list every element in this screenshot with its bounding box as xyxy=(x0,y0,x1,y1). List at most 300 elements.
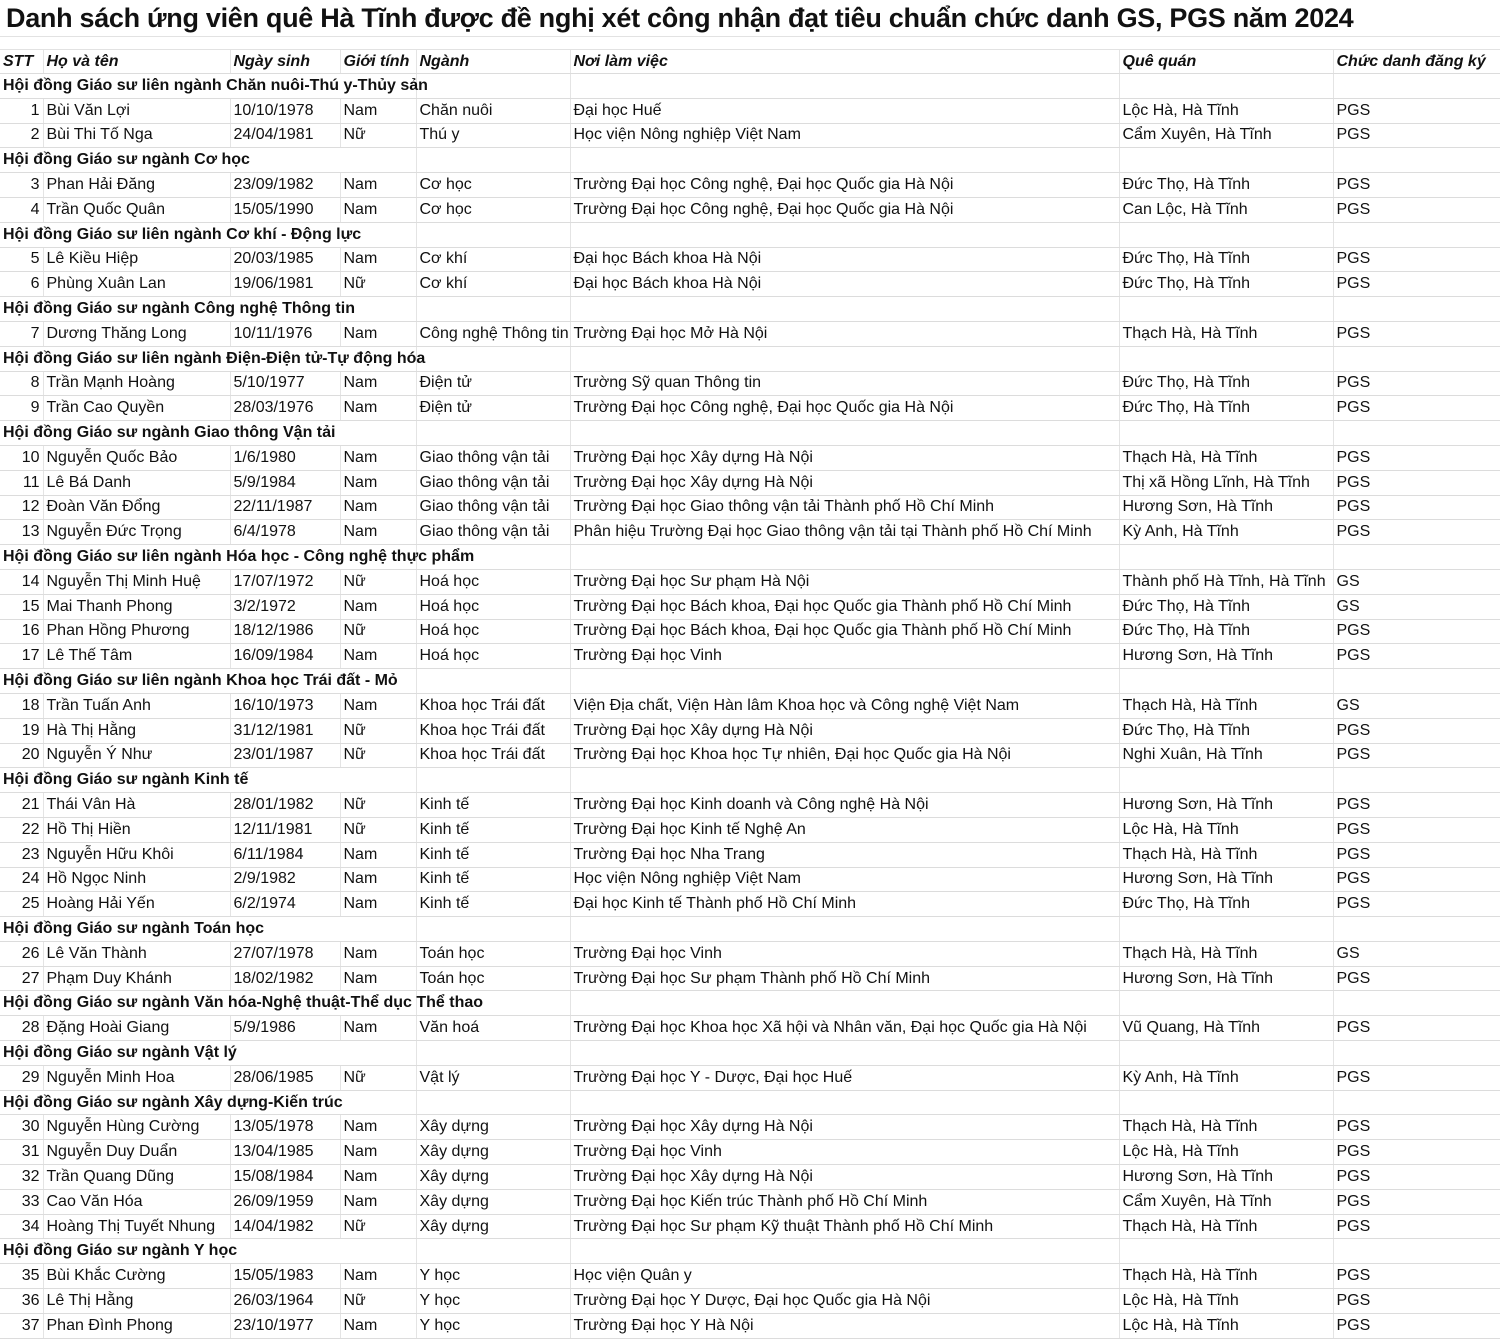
cell-gender[interactable]: Nam xyxy=(340,892,416,917)
council-name[interactable]: Hội đồng Giáo sư ngành Toán học xyxy=(0,917,416,942)
empty-cell[interactable] xyxy=(570,222,1119,247)
empty-cell[interactable] xyxy=(1333,421,1500,446)
cell-dob[interactable]: 23/09/1982 xyxy=(230,173,340,198)
cell-name[interactable]: Trần Cao Quyền xyxy=(43,396,230,421)
cell-workplace[interactable]: Trường Đại học Vinh xyxy=(570,941,1119,966)
council-name[interactable]: Hội đồng Giáo sư ngành Y học xyxy=(0,1239,416,1264)
cell-hometown[interactable]: Hương Sơn, Hà Tĩnh xyxy=(1119,1165,1333,1190)
cell-stt[interactable]: 11 xyxy=(0,470,43,495)
cell-name[interactable]: Nguyễn Duy Duẩn xyxy=(43,1140,230,1165)
cell-gender[interactable]: Nữ xyxy=(340,1289,416,1314)
cell-title[interactable]: PGS xyxy=(1333,1289,1500,1314)
cell-field[interactable]: Cơ học xyxy=(416,173,570,198)
cell-gender[interactable]: Nam xyxy=(340,1140,416,1165)
cell-stt[interactable]: 1 xyxy=(0,98,43,123)
cell-name[interactable]: Đoàn Văn Đổng xyxy=(43,495,230,520)
cell-title[interactable]: PGS xyxy=(1333,817,1500,842)
cell-workplace[interactable]: Học viện Quân y xyxy=(570,1264,1119,1289)
cell-name[interactable]: Lê Kiều Hiệp xyxy=(43,247,230,272)
cell-title[interactable]: PGS xyxy=(1333,495,1500,520)
cell-field[interactable]: Vật lý xyxy=(416,1065,570,1090)
cell-workplace[interactable]: Trường Đại học Y - Dược, Đại học Huế xyxy=(570,1065,1119,1090)
cell-field[interactable]: Hoá học xyxy=(416,569,570,594)
cell-field[interactable]: Giao thông vận tải xyxy=(416,470,570,495)
empty-cell[interactable] xyxy=(416,222,570,247)
cell-hometown[interactable]: Đức Thọ, Hà Tĩnh xyxy=(1119,718,1333,743)
empty-cell[interactable] xyxy=(570,74,1119,99)
cell-workplace[interactable]: Trường Đại học Vinh xyxy=(570,1140,1119,1165)
cell-dob[interactable]: 6/2/1974 xyxy=(230,892,340,917)
cell-dob[interactable]: 18/02/1982 xyxy=(230,966,340,991)
empty-cell[interactable] xyxy=(1119,222,1333,247)
cell-title[interactable]: PGS xyxy=(1333,1165,1500,1190)
cell-stt[interactable]: 10 xyxy=(0,445,43,470)
cell-dob[interactable]: 15/08/1984 xyxy=(230,1165,340,1190)
empty-cell[interactable] xyxy=(1119,991,1333,1016)
cell-hometown[interactable]: Thạch Hà, Hà Tĩnh xyxy=(1119,321,1333,346)
empty-cell[interactable] xyxy=(570,148,1119,173)
cell-title[interactable]: PGS xyxy=(1333,718,1500,743)
cell-dob[interactable]: 13/05/1978 xyxy=(230,1115,340,1140)
empty-cell[interactable] xyxy=(1333,669,1500,694)
cell-title[interactable]: PGS xyxy=(1333,173,1500,198)
cell-stt[interactable]: 13 xyxy=(0,520,43,545)
cell-title[interactable]: PGS xyxy=(1333,520,1500,545)
empty-cell[interactable] xyxy=(1119,768,1333,793)
header-stt[interactable]: STT xyxy=(0,50,43,74)
cell-stt[interactable]: 6 xyxy=(0,272,43,297)
empty-cell[interactable] xyxy=(1333,768,1500,793)
cell-dob[interactable]: 10/10/1978 xyxy=(230,98,340,123)
cell-stt[interactable]: 18 xyxy=(0,693,43,718)
cell-stt[interactable]: 7 xyxy=(0,321,43,346)
cell-dob[interactable]: 17/07/1972 xyxy=(230,569,340,594)
cell-gender[interactable]: Nữ xyxy=(340,569,416,594)
cell-name[interactable]: Phạm Duy Khánh xyxy=(43,966,230,991)
empty-cell[interactable] xyxy=(416,74,570,99)
council-name[interactable]: Hội đồng Giáo sư liên ngành Khoa học Trái đất - Mỏ xyxy=(0,669,416,694)
cell-workplace[interactable]: Viện Địa chất, Viện Hàn lâm Khoa học và Công nghệ Việt Nam xyxy=(570,693,1119,718)
empty-cell[interactable] xyxy=(1119,1090,1333,1115)
cell-field[interactable]: Văn hoá xyxy=(416,1016,570,1041)
cell-field[interactable]: Giao thông vận tải xyxy=(416,520,570,545)
cell-name[interactable]: Phan Hồng Phương xyxy=(43,619,230,644)
empty-cell[interactable] xyxy=(570,346,1119,371)
cell-field[interactable]: Y học xyxy=(416,1264,570,1289)
cell-title[interactable]: PGS xyxy=(1333,619,1500,644)
cell-dob[interactable]: 5/9/1984 xyxy=(230,470,340,495)
cell-name[interactable]: Phùng Xuân Lan xyxy=(43,272,230,297)
empty-cell[interactable] xyxy=(1119,669,1333,694)
empty-cell[interactable] xyxy=(416,768,570,793)
cell-workplace[interactable]: Trường Đại học Sư phạm Thành phố Hồ Chí Minh xyxy=(570,966,1119,991)
empty-cell[interactable] xyxy=(1119,1239,1333,1264)
cell-dob[interactable]: 20/03/1985 xyxy=(230,247,340,272)
cell-stt[interactable]: 26 xyxy=(0,941,43,966)
empty-cell[interactable] xyxy=(570,297,1119,322)
cell-hometown[interactable]: Kỳ Anh, Hà Tĩnh xyxy=(1119,1065,1333,1090)
council-name[interactable]: Hội đồng Giáo sư ngành Xây dựng-Kiến trúc xyxy=(0,1090,416,1115)
cell-workplace[interactable]: Đại học Bách khoa Hà Nội xyxy=(570,272,1119,297)
cell-stt[interactable]: 36 xyxy=(0,1289,43,1314)
cell-title[interactable]: PGS xyxy=(1333,793,1500,818)
cell-title[interactable]: GS xyxy=(1333,941,1500,966)
cell-dob[interactable]: 13/04/1985 xyxy=(230,1140,340,1165)
cell-gender[interactable]: Nam xyxy=(340,445,416,470)
empty-cell[interactable] xyxy=(570,917,1119,942)
empty-cell[interactable] xyxy=(416,297,570,322)
cell-gender[interactable]: Nam xyxy=(340,98,416,123)
cell-stt[interactable]: 30 xyxy=(0,1115,43,1140)
cell-gender[interactable]: Nam xyxy=(340,1313,416,1338)
empty-cell[interactable] xyxy=(570,421,1119,446)
cell-gender[interactable]: Nam xyxy=(340,173,416,198)
cell-stt[interactable]: 15 xyxy=(0,594,43,619)
council-name[interactable]: Hội đồng Giáo sư ngành Kinh tế xyxy=(0,768,416,793)
cell-name[interactable]: Lê Văn Thành xyxy=(43,941,230,966)
cell-title[interactable]: PGS xyxy=(1333,892,1500,917)
cell-gender[interactable]: Nữ xyxy=(340,817,416,842)
empty-cell[interactable] xyxy=(1333,1239,1500,1264)
cell-gender[interactable]: Nam xyxy=(340,867,416,892)
cell-stt[interactable]: 3 xyxy=(0,173,43,198)
cell-hometown[interactable]: Đức Thọ, Hà Tĩnh xyxy=(1119,619,1333,644)
cell-field[interactable]: Cơ khí xyxy=(416,272,570,297)
cell-workplace[interactable]: Trường Đại học Công nghệ, Đại học Quốc gia Hà Nội xyxy=(570,396,1119,421)
cell-dob[interactable]: 26/03/1964 xyxy=(230,1289,340,1314)
cell-title[interactable]: PGS xyxy=(1333,470,1500,495)
cell-workplace[interactable]: Trường Đại học Mở Hà Nội xyxy=(570,321,1119,346)
cell-gender[interactable]: Nữ xyxy=(340,743,416,768)
cell-name[interactable]: Lê Thế Tâm xyxy=(43,644,230,669)
cell-hometown[interactable]: Thành phố Hà Tĩnh, Hà Tĩnh xyxy=(1119,569,1333,594)
cell-stt[interactable]: 22 xyxy=(0,817,43,842)
cell-title[interactable]: PGS xyxy=(1333,1264,1500,1289)
cell-dob[interactable]: 15/05/1990 xyxy=(230,197,340,222)
cell-field[interactable]: Xây dựng xyxy=(416,1140,570,1165)
cell-title[interactable]: PGS xyxy=(1333,743,1500,768)
cell-stt[interactable]: 32 xyxy=(0,1165,43,1190)
cell-stt[interactable]: 8 xyxy=(0,371,43,396)
header-field[interactable]: Ngành xyxy=(416,50,570,74)
cell-gender[interactable]: Nữ xyxy=(340,1065,416,1090)
cell-gender[interactable]: Nữ xyxy=(340,272,416,297)
cell-title[interactable]: PGS xyxy=(1333,644,1500,669)
cell-dob[interactable]: 14/04/1982 xyxy=(230,1214,340,1239)
cell-field[interactable]: Kinh tế xyxy=(416,842,570,867)
cell-stt[interactable]: 16 xyxy=(0,619,43,644)
empty-cell[interactable] xyxy=(416,421,570,446)
cell-workplace[interactable]: Trường Đại học Sư phạm Hà Nội xyxy=(570,569,1119,594)
empty-cell[interactable] xyxy=(570,1041,1119,1066)
empty-cell[interactable] xyxy=(1333,297,1500,322)
cell-gender[interactable]: Nam xyxy=(340,470,416,495)
cell-name[interactable]: Trần Mạnh Hoàng xyxy=(43,371,230,396)
cell-dob[interactable]: 18/12/1986 xyxy=(230,619,340,644)
cell-dob[interactable]: 1/6/1980 xyxy=(230,445,340,470)
cell-hometown[interactable]: Hương Sơn, Hà Tĩnh xyxy=(1119,644,1333,669)
council-name[interactable]: Hội đồng Giáo sư liên ngành Chăn nuôi-Thú y-Thủy sản xyxy=(0,74,416,99)
cell-workplace[interactable]: Trường Đại học Xây dựng Hà Nội xyxy=(570,1165,1119,1190)
cell-name[interactable]: Hồ Ngọc Ninh xyxy=(43,867,230,892)
cell-name[interactable]: Trần Quang Dũng xyxy=(43,1165,230,1190)
cell-name[interactable]: Bùi Khắc Cường xyxy=(43,1264,230,1289)
cell-name[interactable]: Dương Thăng Long xyxy=(43,321,230,346)
empty-cell[interactable] xyxy=(1333,545,1500,570)
cell-hometown[interactable]: Thạch Hà, Hà Tĩnh xyxy=(1119,445,1333,470)
cell-title[interactable]: PGS xyxy=(1333,1065,1500,1090)
cell-field[interactable]: Toán học xyxy=(416,941,570,966)
council-name[interactable]: Hội đồng Giáo sư liên ngành Điện-Điện tử-Tự động hóa xyxy=(0,346,416,371)
cell-stt[interactable]: 28 xyxy=(0,1016,43,1041)
cell-hometown[interactable]: Lộc Hà, Hà Tĩnh xyxy=(1119,98,1333,123)
cell-name[interactable]: Phan Đình Phong xyxy=(43,1313,230,1338)
cell-field[interactable]: Y học xyxy=(416,1313,570,1338)
cell-field[interactable]: Điện tử xyxy=(416,396,570,421)
cell-workplace[interactable]: Phân hiệu Trường Đại học Giao thông vận tải tại Thành phố Hồ Chí Minh xyxy=(570,520,1119,545)
header-workplace[interactable]: Nơi làm việc xyxy=(570,50,1119,74)
header-hometown[interactable]: Quê quán xyxy=(1119,50,1333,74)
cell-name[interactable]: Nguyễn Minh Hoa xyxy=(43,1065,230,1090)
cell-hometown[interactable]: Lộc Hà, Hà Tĩnh xyxy=(1119,1289,1333,1314)
cell-workplace[interactable]: Trường Đại học Bách khoa, Đại học Quốc gia Thành phố Hồ Chí Minh xyxy=(570,619,1119,644)
cell-stt[interactable]: 37 xyxy=(0,1313,43,1338)
cell-name[interactable]: Nguyễn Hùng Cường xyxy=(43,1115,230,1140)
cell-gender[interactable]: Nam xyxy=(340,966,416,991)
cell-name[interactable]: Thái Vân Hà xyxy=(43,793,230,818)
cell-gender[interactable]: Nam xyxy=(340,197,416,222)
cell-stt[interactable]: 33 xyxy=(0,1189,43,1214)
cell-field[interactable]: Kinh tế xyxy=(416,817,570,842)
cell-dob[interactable]: 22/11/1987 xyxy=(230,495,340,520)
cell-name[interactable]: Trần Quốc Quân xyxy=(43,197,230,222)
cell-hometown[interactable]: Kỳ Anh, Hà Tĩnh xyxy=(1119,520,1333,545)
cell-title[interactable]: PGS xyxy=(1333,1016,1500,1041)
cell-name[interactable]: Cao Văn Hóa xyxy=(43,1189,230,1214)
empty-cell[interactable] xyxy=(1333,74,1500,99)
cell-title[interactable]: PGS xyxy=(1333,1313,1500,1338)
council-name[interactable]: Hội đồng Giáo sư liên ngành Hóa học - Công nghệ thực phẩm xyxy=(0,545,416,570)
cell-name[interactable]: Hồ Thị Hiền xyxy=(43,817,230,842)
cell-dob[interactable]: 2/9/1982 xyxy=(230,867,340,892)
empty-cell[interactable] xyxy=(1333,222,1500,247)
cell-dob[interactable]: 5/9/1986 xyxy=(230,1016,340,1041)
cell-name[interactable]: Nguyễn Thị Minh Huệ xyxy=(43,569,230,594)
cell-field[interactable]: Cơ học xyxy=(416,197,570,222)
cell-dob[interactable]: 23/10/1977 xyxy=(230,1313,340,1338)
cell-field[interactable]: Giao thông vận tải xyxy=(416,445,570,470)
empty-cell[interactable] xyxy=(570,1239,1119,1264)
cell-title[interactable]: PGS xyxy=(1333,272,1500,297)
cell-name[interactable]: Đặng Hoài Giang xyxy=(43,1016,230,1041)
empty-cell[interactable] xyxy=(1333,991,1500,1016)
cell-gender[interactable]: Nam xyxy=(340,321,416,346)
cell-name[interactable]: Hà Thị Hằng xyxy=(43,718,230,743)
cell-workplace[interactable]: Trường Đại học Kinh doanh và Công nghệ Hà Nội xyxy=(570,793,1119,818)
cell-workplace[interactable]: Trường Sỹ quan Thông tin xyxy=(570,371,1119,396)
empty-cell[interactable] xyxy=(570,669,1119,694)
cell-workplace[interactable]: Trường Đại học Xây dựng Hà Nội xyxy=(570,1115,1119,1140)
cell-title[interactable]: PGS xyxy=(1333,247,1500,272)
cell-gender[interactable]: Nam xyxy=(340,693,416,718)
cell-name[interactable]: Lê Thị Hằng xyxy=(43,1289,230,1314)
cell-hometown[interactable]: Đức Thọ, Hà Tĩnh xyxy=(1119,892,1333,917)
cell-dob[interactable]: 28/03/1976 xyxy=(230,396,340,421)
cell-name[interactable]: Trần Tuấn Anh xyxy=(43,693,230,718)
empty-cell[interactable] xyxy=(416,1041,570,1066)
cell-workplace[interactable]: Trường Đại học Xây dựng Hà Nội xyxy=(570,445,1119,470)
cell-gender[interactable]: Nam xyxy=(340,371,416,396)
cell-field[interactable]: Thú y xyxy=(416,123,570,148)
cell-title[interactable]: PGS xyxy=(1333,966,1500,991)
cell-field[interactable]: Xây dựng xyxy=(416,1165,570,1190)
cell-hometown[interactable]: Hương Sơn, Hà Tĩnh xyxy=(1119,966,1333,991)
cell-field[interactable]: Y học xyxy=(416,1289,570,1314)
cell-name[interactable]: Nguyễn Ý Như xyxy=(43,743,230,768)
cell-name[interactable]: Lê Bá Danh xyxy=(43,470,230,495)
cell-gender[interactable]: Nữ xyxy=(340,793,416,818)
cell-dob[interactable]: 26/09/1959 xyxy=(230,1189,340,1214)
cell-title[interactable]: PGS xyxy=(1333,867,1500,892)
cell-gender[interactable]: Nữ xyxy=(340,718,416,743)
cell-workplace[interactable]: Trường Đại học Bách khoa, Đại học Quốc gia Thành phố Hồ Chí Minh xyxy=(570,594,1119,619)
cell-gender[interactable]: Nam xyxy=(340,495,416,520)
cell-workplace[interactable]: Trường Đại học Kiến trúc Thành phố Hồ Chí Minh xyxy=(570,1189,1119,1214)
cell-stt[interactable]: 12 xyxy=(0,495,43,520)
cell-field[interactable]: Hoá học xyxy=(416,644,570,669)
cell-stt[interactable]: 14 xyxy=(0,569,43,594)
cell-workplace[interactable]: Đại học Bách khoa Hà Nội xyxy=(570,247,1119,272)
cell-hometown[interactable]: Thạch Hà, Hà Tĩnh xyxy=(1119,1214,1333,1239)
cell-gender[interactable]: Nam xyxy=(340,247,416,272)
cell-name[interactable]: Hoàng Hải Yến xyxy=(43,892,230,917)
cell-hometown[interactable]: Hương Sơn, Hà Tĩnh xyxy=(1119,495,1333,520)
cell-hometown[interactable]: Hương Sơn, Hà Tĩnh xyxy=(1119,867,1333,892)
cell-stt[interactable]: 4 xyxy=(0,197,43,222)
cell-title[interactable]: GS xyxy=(1333,693,1500,718)
council-name[interactable]: Hội đồng Giáo sư ngành Văn hóa-Nghệ thuật-Thể dục Thể thao xyxy=(0,991,416,1016)
empty-cell[interactable] xyxy=(1119,1041,1333,1066)
council-name[interactable]: Hội đồng Giáo sư liên ngành Cơ khí - Động lực xyxy=(0,222,416,247)
cell-title[interactable]: PGS xyxy=(1333,396,1500,421)
cell-name[interactable]: Mai Thanh Phong xyxy=(43,594,230,619)
cell-hometown[interactable]: Lộc Hà, Hà Tĩnh xyxy=(1119,1313,1333,1338)
cell-gender[interactable]: Nam xyxy=(340,520,416,545)
cell-gender[interactable]: Nam xyxy=(340,594,416,619)
cell-title[interactable]: PGS xyxy=(1333,1115,1500,1140)
cell-stt[interactable]: 34 xyxy=(0,1214,43,1239)
cell-stt[interactable]: 23 xyxy=(0,842,43,867)
empty-cell[interactable] xyxy=(570,768,1119,793)
cell-hometown[interactable]: Cẩm Xuyên, Hà Tĩnh xyxy=(1119,1189,1333,1214)
cell-stt[interactable]: 2 xyxy=(0,123,43,148)
cell-dob[interactable]: 24/04/1981 xyxy=(230,123,340,148)
cell-hometown[interactable]: Cẩm Xuyên, Hà Tĩnh xyxy=(1119,123,1333,148)
cell-hometown[interactable]: Đức Thọ, Hà Tĩnh xyxy=(1119,371,1333,396)
cell-workplace[interactable]: Trường Đại học Công nghệ, Đại học Quốc gia Hà Nội xyxy=(570,197,1119,222)
cell-gender[interactable]: Nữ xyxy=(340,123,416,148)
cell-field[interactable]: Giao thông vận tải xyxy=(416,495,570,520)
cell-name[interactable]: Phan Hải Đăng xyxy=(43,173,230,198)
cell-hometown[interactable]: Thạch Hà, Hà Tĩnh xyxy=(1119,693,1333,718)
cell-dob[interactable]: 19/06/1981 xyxy=(230,272,340,297)
cell-title[interactable]: PGS xyxy=(1333,1214,1500,1239)
cell-gender[interactable]: Nam xyxy=(340,644,416,669)
empty-cell[interactable] xyxy=(1333,1041,1500,1066)
cell-stt[interactable]: 9 xyxy=(0,396,43,421)
cell-hometown[interactable]: Đức Thọ, Hà Tĩnh xyxy=(1119,594,1333,619)
cell-workplace[interactable]: Trường Đại học Khoa học Xã hội và Nhân văn, Đại học Quốc gia Hà Nội xyxy=(570,1016,1119,1041)
cell-field[interactable]: Chăn nuôi xyxy=(416,98,570,123)
empty-cell[interactable] xyxy=(416,346,570,371)
cell-title[interactable]: GS xyxy=(1333,594,1500,619)
cell-stt[interactable]: 31 xyxy=(0,1140,43,1165)
council-name[interactable]: Hội đồng Giáo sư ngành Công nghệ Thông tin xyxy=(0,297,416,322)
cell-hometown[interactable]: Nghi Xuân, Hà Tĩnh xyxy=(1119,743,1333,768)
cell-dob[interactable]: 6/4/1978 xyxy=(230,520,340,545)
cell-gender[interactable]: Nam xyxy=(340,396,416,421)
cell-hometown[interactable]: Lộc Hà, Hà Tĩnh xyxy=(1119,817,1333,842)
empty-cell[interactable] xyxy=(1119,917,1333,942)
cell-name[interactable]: Nguyễn Đức Trọng xyxy=(43,520,230,545)
cell-workplace[interactable]: Trường Đại học Vinh xyxy=(570,644,1119,669)
cell-workplace[interactable]: Trường Đại học Giao thông vận tải Thành phố Hồ Chí Minh xyxy=(570,495,1119,520)
cell-hometown[interactable]: Hương Sơn, Hà Tĩnh xyxy=(1119,793,1333,818)
cell-hometown[interactable]: Thạch Hà, Hà Tĩnh xyxy=(1119,1264,1333,1289)
council-name[interactable]: Hội đồng Giáo sư ngành Giao thông Vận tải xyxy=(0,421,416,446)
cell-dob[interactable]: 12/11/1981 xyxy=(230,817,340,842)
cell-name[interactable]: Nguyễn Quốc Bảo xyxy=(43,445,230,470)
empty-cell[interactable] xyxy=(1119,421,1333,446)
cell-workplace[interactable]: Học viện Nông nghiệp Việt Nam xyxy=(570,123,1119,148)
cell-dob[interactable]: 23/01/1987 xyxy=(230,743,340,768)
cell-stt[interactable]: 25 xyxy=(0,892,43,917)
cell-hometown[interactable]: Can Lộc, Hà Tĩnh xyxy=(1119,197,1333,222)
cell-workplace[interactable]: Trường Đại học Sư phạm Kỹ thuật Thành phố Hồ Chí Minh xyxy=(570,1214,1119,1239)
cell-hometown[interactable]: Đức Thọ, Hà Tĩnh xyxy=(1119,173,1333,198)
cell-title[interactable]: GS xyxy=(1333,569,1500,594)
cell-field[interactable]: Công nghệ Thông tin xyxy=(416,321,570,346)
cell-hometown[interactable]: Thạch Hà, Hà Tĩnh xyxy=(1119,842,1333,867)
cell-name[interactable]: Nguyễn Hữu Khôi xyxy=(43,842,230,867)
cell-workplace[interactable]: Trường Đại học Công nghệ, Đại học Quốc gia Hà Nội xyxy=(570,173,1119,198)
cell-stt[interactable]: 5 xyxy=(0,247,43,272)
cell-gender[interactable]: Nam xyxy=(340,1165,416,1190)
empty-cell[interactable] xyxy=(1333,917,1500,942)
cell-field[interactable]: Kinh tế xyxy=(416,867,570,892)
cell-stt[interactable]: 19 xyxy=(0,718,43,743)
cell-title[interactable]: PGS xyxy=(1333,123,1500,148)
cell-stt[interactable]: 17 xyxy=(0,644,43,669)
empty-cell[interactable] xyxy=(1119,346,1333,371)
empty-cell[interactable] xyxy=(416,669,570,694)
cell-field[interactable]: Khoa học Trái đất xyxy=(416,693,570,718)
cell-workplace[interactable]: Trường Đại học Nha Trang xyxy=(570,842,1119,867)
cell-gender[interactable]: Nam xyxy=(340,1016,416,1041)
empty-cell[interactable] xyxy=(1119,545,1333,570)
cell-hometown[interactable]: Lộc Hà, Hà Tĩnh xyxy=(1119,1140,1333,1165)
header-name[interactable]: Họ và tên xyxy=(43,50,230,74)
cell-title[interactable]: PGS xyxy=(1333,197,1500,222)
cell-workplace[interactable]: Trường Đại học Y Dược, Đại học Quốc gia Hà Nội xyxy=(570,1289,1119,1314)
cell-field[interactable]: Xây dựng xyxy=(416,1115,570,1140)
cell-field[interactable]: Hoá học xyxy=(416,594,570,619)
cell-stt[interactable]: 24 xyxy=(0,867,43,892)
cell-hometown[interactable]: Thị xã Hồng Lĩnh, Hà Tĩnh xyxy=(1119,470,1333,495)
cell-title[interactable]: PGS xyxy=(1333,98,1500,123)
cell-hometown[interactable]: Thạch Hà, Hà Tĩnh xyxy=(1119,941,1333,966)
empty-cell[interactable] xyxy=(1333,346,1500,371)
